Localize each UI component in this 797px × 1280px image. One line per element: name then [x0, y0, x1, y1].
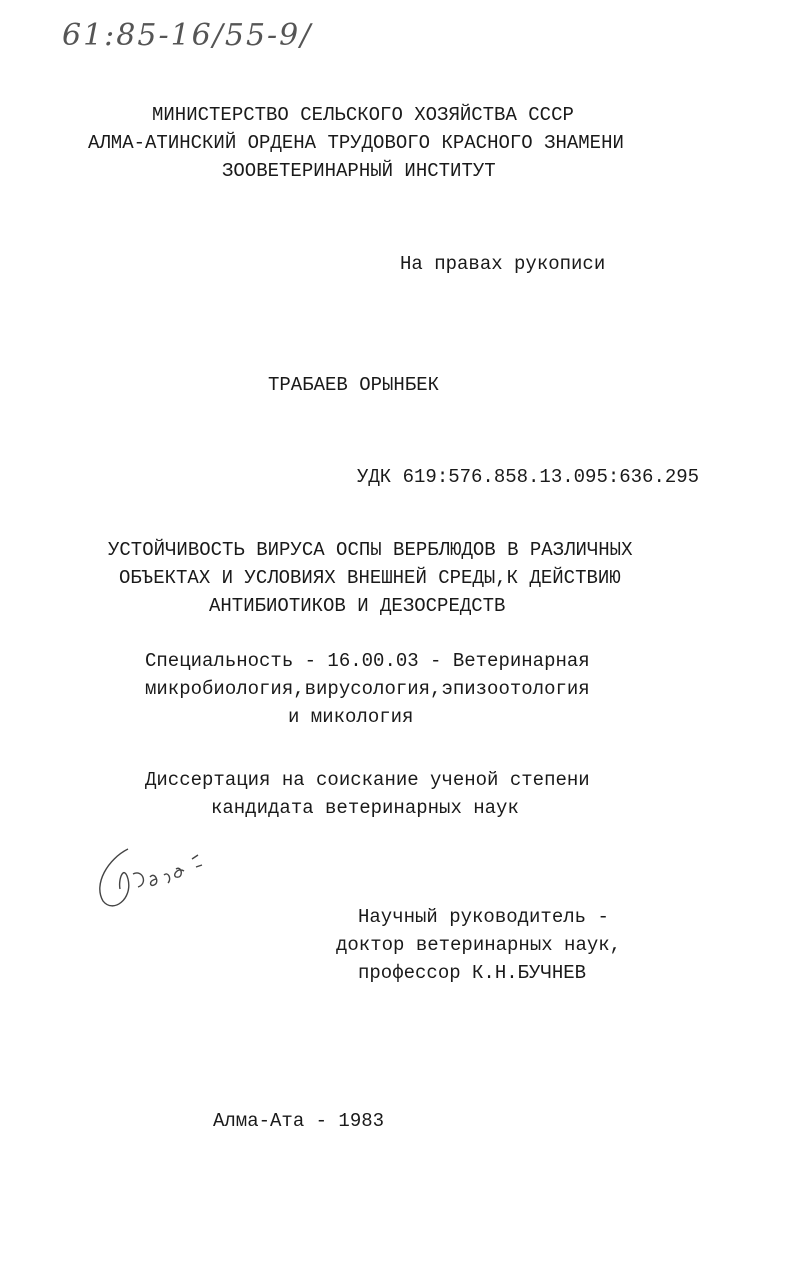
- title-line-3: АНТИБИОТИКОВ И ДЕЗОСРЕДСТВ: [209, 595, 506, 617]
- author-name: ТРАБАЕВ ОРЫНБЕК: [268, 374, 440, 396]
- degree-line-1: Диссертация на соискание ученой степени: [145, 769, 590, 791]
- degree-line-2: кандидата ветеринарных наук: [211, 797, 519, 819]
- supervisor-line-1: Научный руководитель -: [358, 906, 609, 928]
- udc-code: УДК 619:576.858.13.095:636.295: [357, 466, 700, 488]
- specialty-line-2: микробиология,вирусология,эпизоотология: [145, 678, 590, 700]
- place-and-year: Алма-Ата - 1983: [213, 1110, 385, 1132]
- archive-mark: 61:85-16/55-9/: [62, 18, 313, 53]
- title-line-2: ОБЪЕКТАХ И УСЛОВИЯХ ВНЕШНЕЙ СРЕДЫ,К ДЕЙСТВИЮ: [119, 567, 621, 589]
- manuscript-note: На правах рукописи: [400, 253, 606, 275]
- header-institute: АЛМА-АТИНСКИЙ ОРДЕНА ТРУДОВОГО КРАСНОГО ЗНАМЕНИ: [88, 132, 624, 154]
- header-institute-name: ЗООВЕТЕРИНАРНЫЙ ИНСТИТУТ: [222, 160, 496, 182]
- specialty-line-1: Специальность - 16.00.03 - Ветеринарная: [145, 650, 590, 672]
- supervisor-line-3: профессор К.Н.БУЧНЕВ: [358, 962, 587, 984]
- header-ministry: МИНИСТЕРСТВО СЕЛЬСКОГО ХОЗЯЙСТВА СССР: [152, 104, 574, 126]
- title-line-1: УСТОЙЧИВОСТЬ ВИРУСА ОСПЫ ВЕРБЛЮДОВ В РАЗЛИЧНЫХ: [108, 539, 633, 561]
- handwritten-signature: [78, 820, 208, 900]
- specialty-line-3: и микология: [288, 706, 414, 728]
- supervisor-line-2: доктор ветеринарных наук,: [336, 934, 622, 956]
